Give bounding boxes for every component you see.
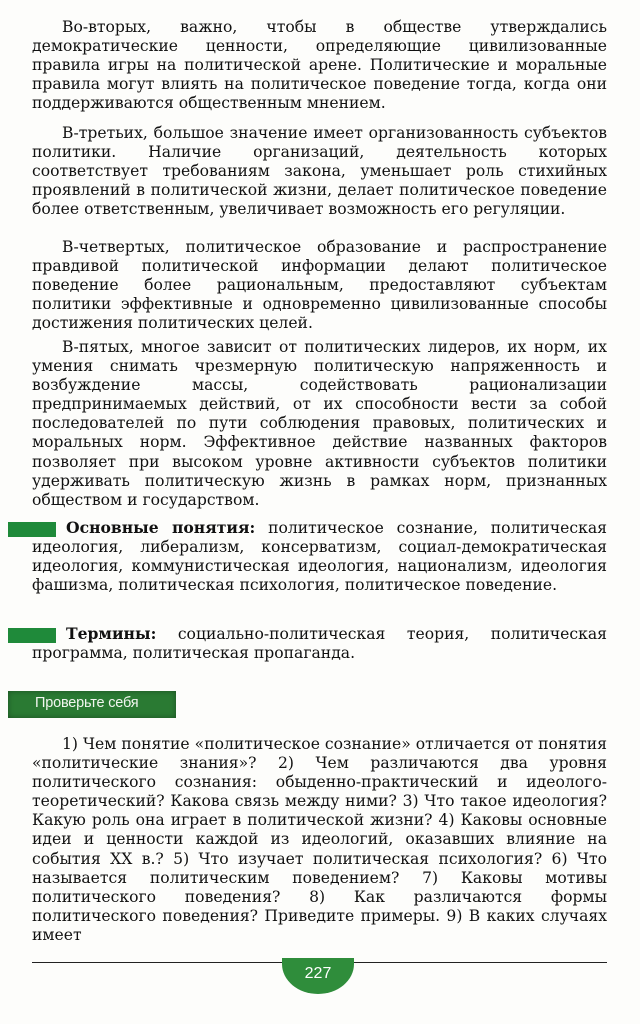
terms-label: Термины: (66, 624, 157, 643)
page-number: 227 (304, 965, 332, 982)
check-yourself-banner (8, 691, 176, 718)
paragraph-second-point: Во-вторых, важно, чтобы в обществе утверждались демократические ценности, определяющие цивилизованные правила игры на политической арене. Политические и моральные правила могут влиять на политическое поведение тогда, когда они поддерживаются общественным мнением. (32, 18, 607, 113)
terms-block (32, 624, 607, 663)
key-concepts-text: политическое сознание, политическая идеология, либерализм, консерватизм, социал-демократическая идеология, коммунистическая идеология, национализм, идеология фашизма, политическая психология, политическое поведение. (32, 519, 607, 595)
paragraph-fifth-point: В-пятых, многое зависит от политических лидеров, их норм, их умения снимать чрезмерную политическую напряженность и возбуждение массы, содействовать рационализации предпринимаемых действий, от их способности вести за собой последователей по пути соблюдения правовых, политических и моральных норм. Эффективное действие названных факторов позволяет при высоком уровне активности субъектов политики удерживать политическую жизнь в рамках норм, признанных обществом и государством. (32, 338, 607, 509)
key-concepts-label: Основные понятия: (66, 518, 256, 537)
check-yourself-title: Проверьте себя (35, 695, 139, 711)
key-concepts-block (32, 518, 607, 595)
paragraph-third-point: В-третьих, большое значение имеет организованность субъектов политики. Наличие организаций, деятельность которых соответствует требованиям закона, уменьшает роль стихийных проявлений в политической жизни, делает политическое поведение более ответственным, увеличивает возможность его регуляции. (32, 124, 607, 219)
terms-text: социально-политическая теория, политическая программа, политическая пропаганда. (32, 625, 607, 663)
review-questions: 1) Чем понятие «политическое сознание» отличается от понятия «политические знания»? 2) Чем различаются два уровня политического сознания: обыденно-практический и идеолого-теоретический? Какова связь между ними? 3) Что такое идеология? Какую роль она играет в политической жизни? 4) Каковы основные идеи и ценности каждой из идеологий, оказавших влияние на события XX в.? 5) Что изучает политическая психология? 6) Что называется политическим поведением? 7) Каковы мотивы политического поведения? 8) Как различаются формы политического поведения? Приведите примеры. 9) В каких случаях имеет (32, 735, 607, 944)
paragraph-fourth-point: В-четвертых, политическое образование и распространение правдивой политической информации делают политическое поведение более рациональным, предоставляют субъектам политики эффективные и одновременно цивилизованные способы достижения политических целей. (32, 238, 607, 333)
